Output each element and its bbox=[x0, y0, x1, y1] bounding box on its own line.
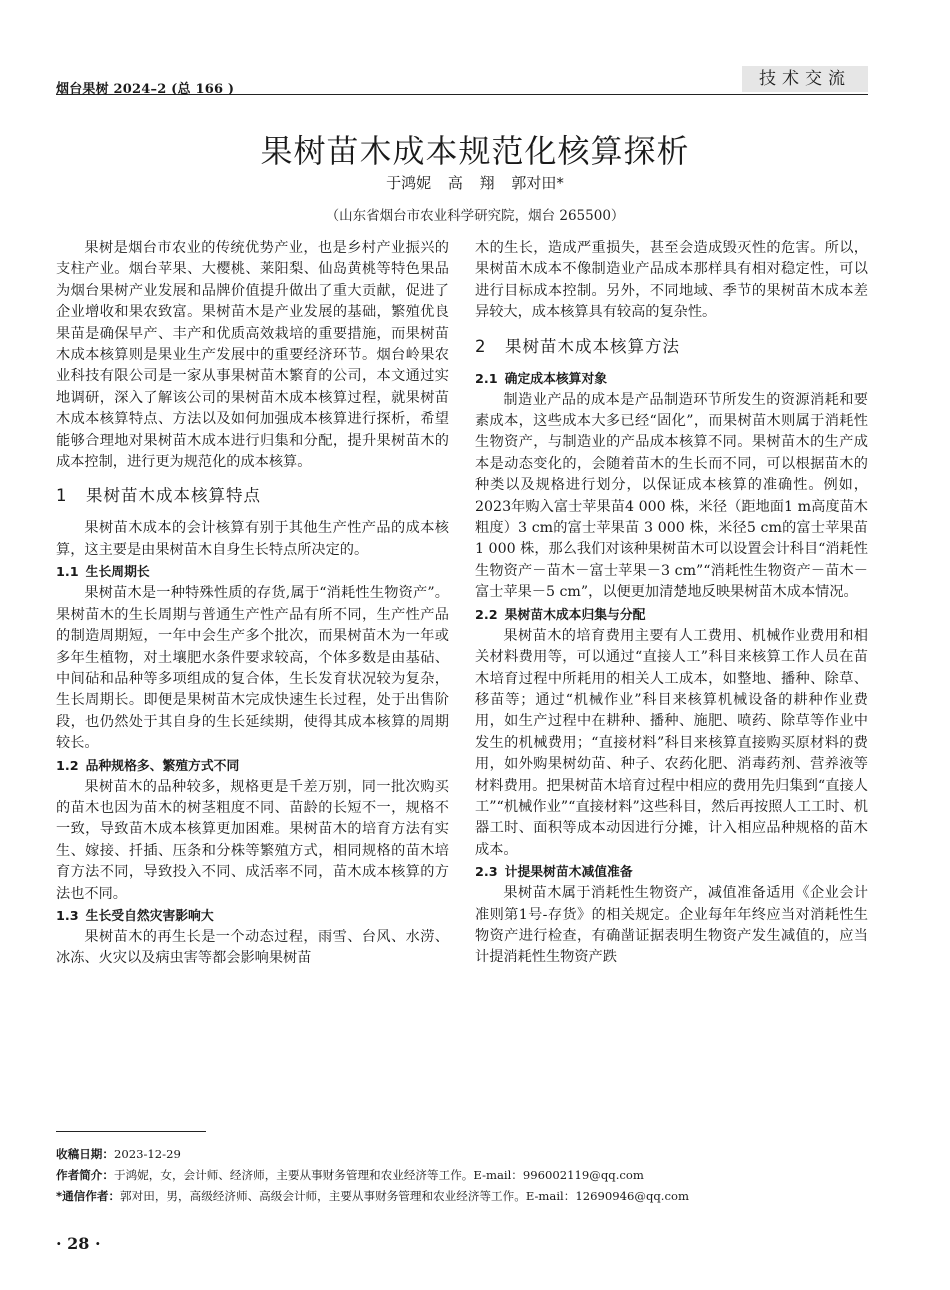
paragraph: 果树苗木的再生长是一个动态过程，雨雪、台风、水涝、冰冻、火灾以及病虫害等都会影响果树苗 bbox=[56, 928, 449, 967]
subsection-number: 1.1 bbox=[56, 565, 79, 581]
paragraph: 果树苗木的品种较多，规格更是千差万别，同一批次购买的苗木也因为苗木的树茎粗度不同、苗龄的长短不一，规格不一致，导致苗木成本核算更加困难。果树苗木的培育方法有实生、嫁接、扦插、压条和分株等繁殖方式，相同规格的苗木培育方法不同，导致投入不同、成活率不同，苗木成本核算的方法也不同。 bbox=[56, 778, 449, 902]
section-title: 果树苗木成本核算特点 bbox=[86, 486, 261, 506]
paragraph: 果树苗木成本的会计核算有别于其他生产性产品的成本核算，这主要是由果树苗木自身生长特点所决定的。 bbox=[56, 520, 449, 558]
section-heading-2 bbox=[475, 336, 868, 358]
section-number: 1 bbox=[56, 486, 68, 506]
author-bio bbox=[56, 1165, 876, 1186]
received-label: 收稿日期： bbox=[56, 1147, 114, 1161]
section-title: 果树苗木成本核算方法 bbox=[505, 336, 680, 356]
paragraph: 果树苗木属于消耗性生物资产，减值准备适用《企业会计准则第1号-存货》的相关规定。企业每年年终应当对消耗性生物资产进行检查，有确凿证据表明生物资产发生减值的，应当计提消耗性生物资产跌 bbox=[475, 885, 868, 966]
subsection-number: 2.3 bbox=[475, 865, 498, 881]
subsection-number: 2.2 bbox=[475, 607, 498, 623]
footnote-rule bbox=[56, 1131, 206, 1132]
article-title: 果树苗木成本规范化核算探析 bbox=[260, 132, 690, 170]
right-column bbox=[475, 238, 868, 969]
author-bio-value: 于鸿妮，女，会计师、经济师，主要从事财务管理和农业经济等工作。E-mail：996002119@qq.com bbox=[113, 1168, 644, 1182]
subsection-title: 果树苗木成本归集与分配 bbox=[504, 607, 646, 623]
left-column bbox=[56, 238, 449, 970]
subsection-heading-1-1 bbox=[56, 562, 449, 583]
section-tag: 技术交流 bbox=[742, 66, 868, 92]
subsection-heading-2-3 bbox=[475, 862, 868, 883]
subsection-number: 1.3 bbox=[56, 908, 79, 924]
subsection-heading-2-1 bbox=[475, 369, 868, 390]
paragraph: 果树苗木的培育费用主要有人工费用、机械作业费用和相关材料费用等，可以通过“直接人工”科目来核算工作人员在苗木培育过程中所耗用的相关人工成本，如整地、播种、除草、移苗等；通过“机械作业”科目来核算机械设备的耕种作业费用，如生产过程中在耕种、播种、施肥、喷药、除草等作业中发生的机械费用；“直接材料”科目来核算直接购买原材料的费用，如外购果树幼苗、种子、农药化肥、消毒药剂、营养液等材料费用。把果树苗木培育过程中相应的费用先归集到“直接人工”“机械作业”“直接材料”这些科目，然后再按照人工工时、机器工时、面积等成本动因进行分摊，计入相应品种规格的苗木成本。 bbox=[475, 627, 868, 858]
subsection-title: 生长受自然灾害影响大 bbox=[85, 908, 214, 924]
footnotes bbox=[56, 1144, 876, 1207]
author-list: 于鸿妮 高 翔 郭对田* bbox=[386, 174, 564, 192]
paragraph: 果树苗木是一种特殊性质的存货,属于“消耗性生物资产”。果树苗木的生长周期与普通生产性产品有所不同，生产性产品的制造周期短，一年中会生产多个批次，而果树苗木为一年或多年生植物，对土壤肥水条件要求较高，个体多数是由基砧、中间砧和品种等多项组成的复合体，生长发育状况较为复杂，生长周期长。即便是果树苗木完成快速生长过程，处于出售阶段，也仍然处于其自身的生长延续期，使得其成本核算的周期较长。 bbox=[56, 585, 449, 752]
author-bio-label: 作者简介： bbox=[56, 1168, 114, 1182]
subsection-number: 2.1 bbox=[475, 371, 498, 387]
subsection-title: 计提果树苗木减值准备 bbox=[504, 865, 633, 881]
page-header bbox=[56, 66, 868, 96]
received-date bbox=[56, 1144, 876, 1165]
paragraph-continued: 木的生长，造成严重损失，甚至会造成毁灭性的危害。所以，果树苗木成本不像制造业产品成本那样具有相对稳定性，可以进行目标成本控制。另外，不同地域、季节的果树苗木成本差异较大，成本核算具有较高的复杂性。 bbox=[475, 240, 868, 321]
subsection-heading-2-2 bbox=[475, 605, 868, 626]
corresponding-value: 郭对田，男，高级经济师、高级会计师，主要从事财务管理和农业经济等工作。E-mail：12690946@qq.com bbox=[120, 1189, 689, 1203]
journal-info: 烟台果树 2024–2 (总 166 ) bbox=[56, 82, 235, 97]
header-rule bbox=[56, 94, 868, 95]
subsection-heading-1-3 bbox=[56, 906, 449, 927]
affiliation: （山东省烟台市农业科学研究院，烟台 265500） bbox=[325, 208, 625, 224]
subsection-title: 品种规格多、繁殖方式不同 bbox=[85, 758, 240, 774]
received-value: 2023-12-29 bbox=[113, 1147, 181, 1161]
corresponding-author bbox=[56, 1186, 876, 1207]
subsection-title: 生长周期长 bbox=[85, 565, 150, 581]
subsection-heading-1-2 bbox=[56, 756, 449, 777]
section-heading-1 bbox=[56, 485, 449, 507]
intro-paragraph: 果树是烟台市农业的传统优势产业，也是乡村产业振兴的支柱产业。烟台苹果、大樱桃、莱阳梨、仙岛黄桃等特色果品为烟台果树产业发展和品牌价值提升做出了重大贡献，促进了企业增收和果农致富。果树苗木是产业发展的基础，繁殖优良果苗是确保早产、丰产和优质高效栽培的重要措施，而果树苗木成本核算则是果业生产发展中的重要经济环节。烟台岭果农业科技有限公司是一家从事果树苗木繁育的公司，本文通过实地调研，深入了解该公司的果树苗木成本核算过程，就果树苗木成本核算特点、方法以及如何加强成本核算进行探析，希望能够合理地对果树苗木成本进行归集和分配，提升果树苗木的成本控制，进行更为规范化的成本核算。 bbox=[56, 240, 449, 471]
paragraph: 制造业产品的成本是产品制造环节所发生的资源消耗和要素成本，这些成本大多已经“固化”，而果树苗木则属于消耗性生物资产，与制造业的产品成本核算不同。果树苗木的生产成本是动态变化的，会随着苗木的生长而不同，可以根据苗木的种类以及规格进行划分，以保证成本核算的准确性。例如，2023年购入富士苹果苗4 000 株，米径（距地面1 m高度苗木粗度）3 cm的富士苹果苗 3 000 株，米径5 cm的富士苹果苗1 000 株，那么我们对该种果树苗木可以设置会计科目“消耗性生物资产－苗木－富士苹果－3 cm”“消耗性生物资产－苗木－富士苹果－5 cm”，以便更加清楚地反映果树苗木成本情况。 bbox=[475, 391, 868, 601]
subsection-title: 确定成本核算对象 bbox=[504, 371, 608, 387]
corresponding-label: *通信作者： bbox=[56, 1189, 121, 1203]
page-number: · 28 · bbox=[56, 1234, 101, 1253]
section-number: 2 bbox=[475, 336, 487, 356]
subsection-number: 1.2 bbox=[56, 758, 79, 774]
